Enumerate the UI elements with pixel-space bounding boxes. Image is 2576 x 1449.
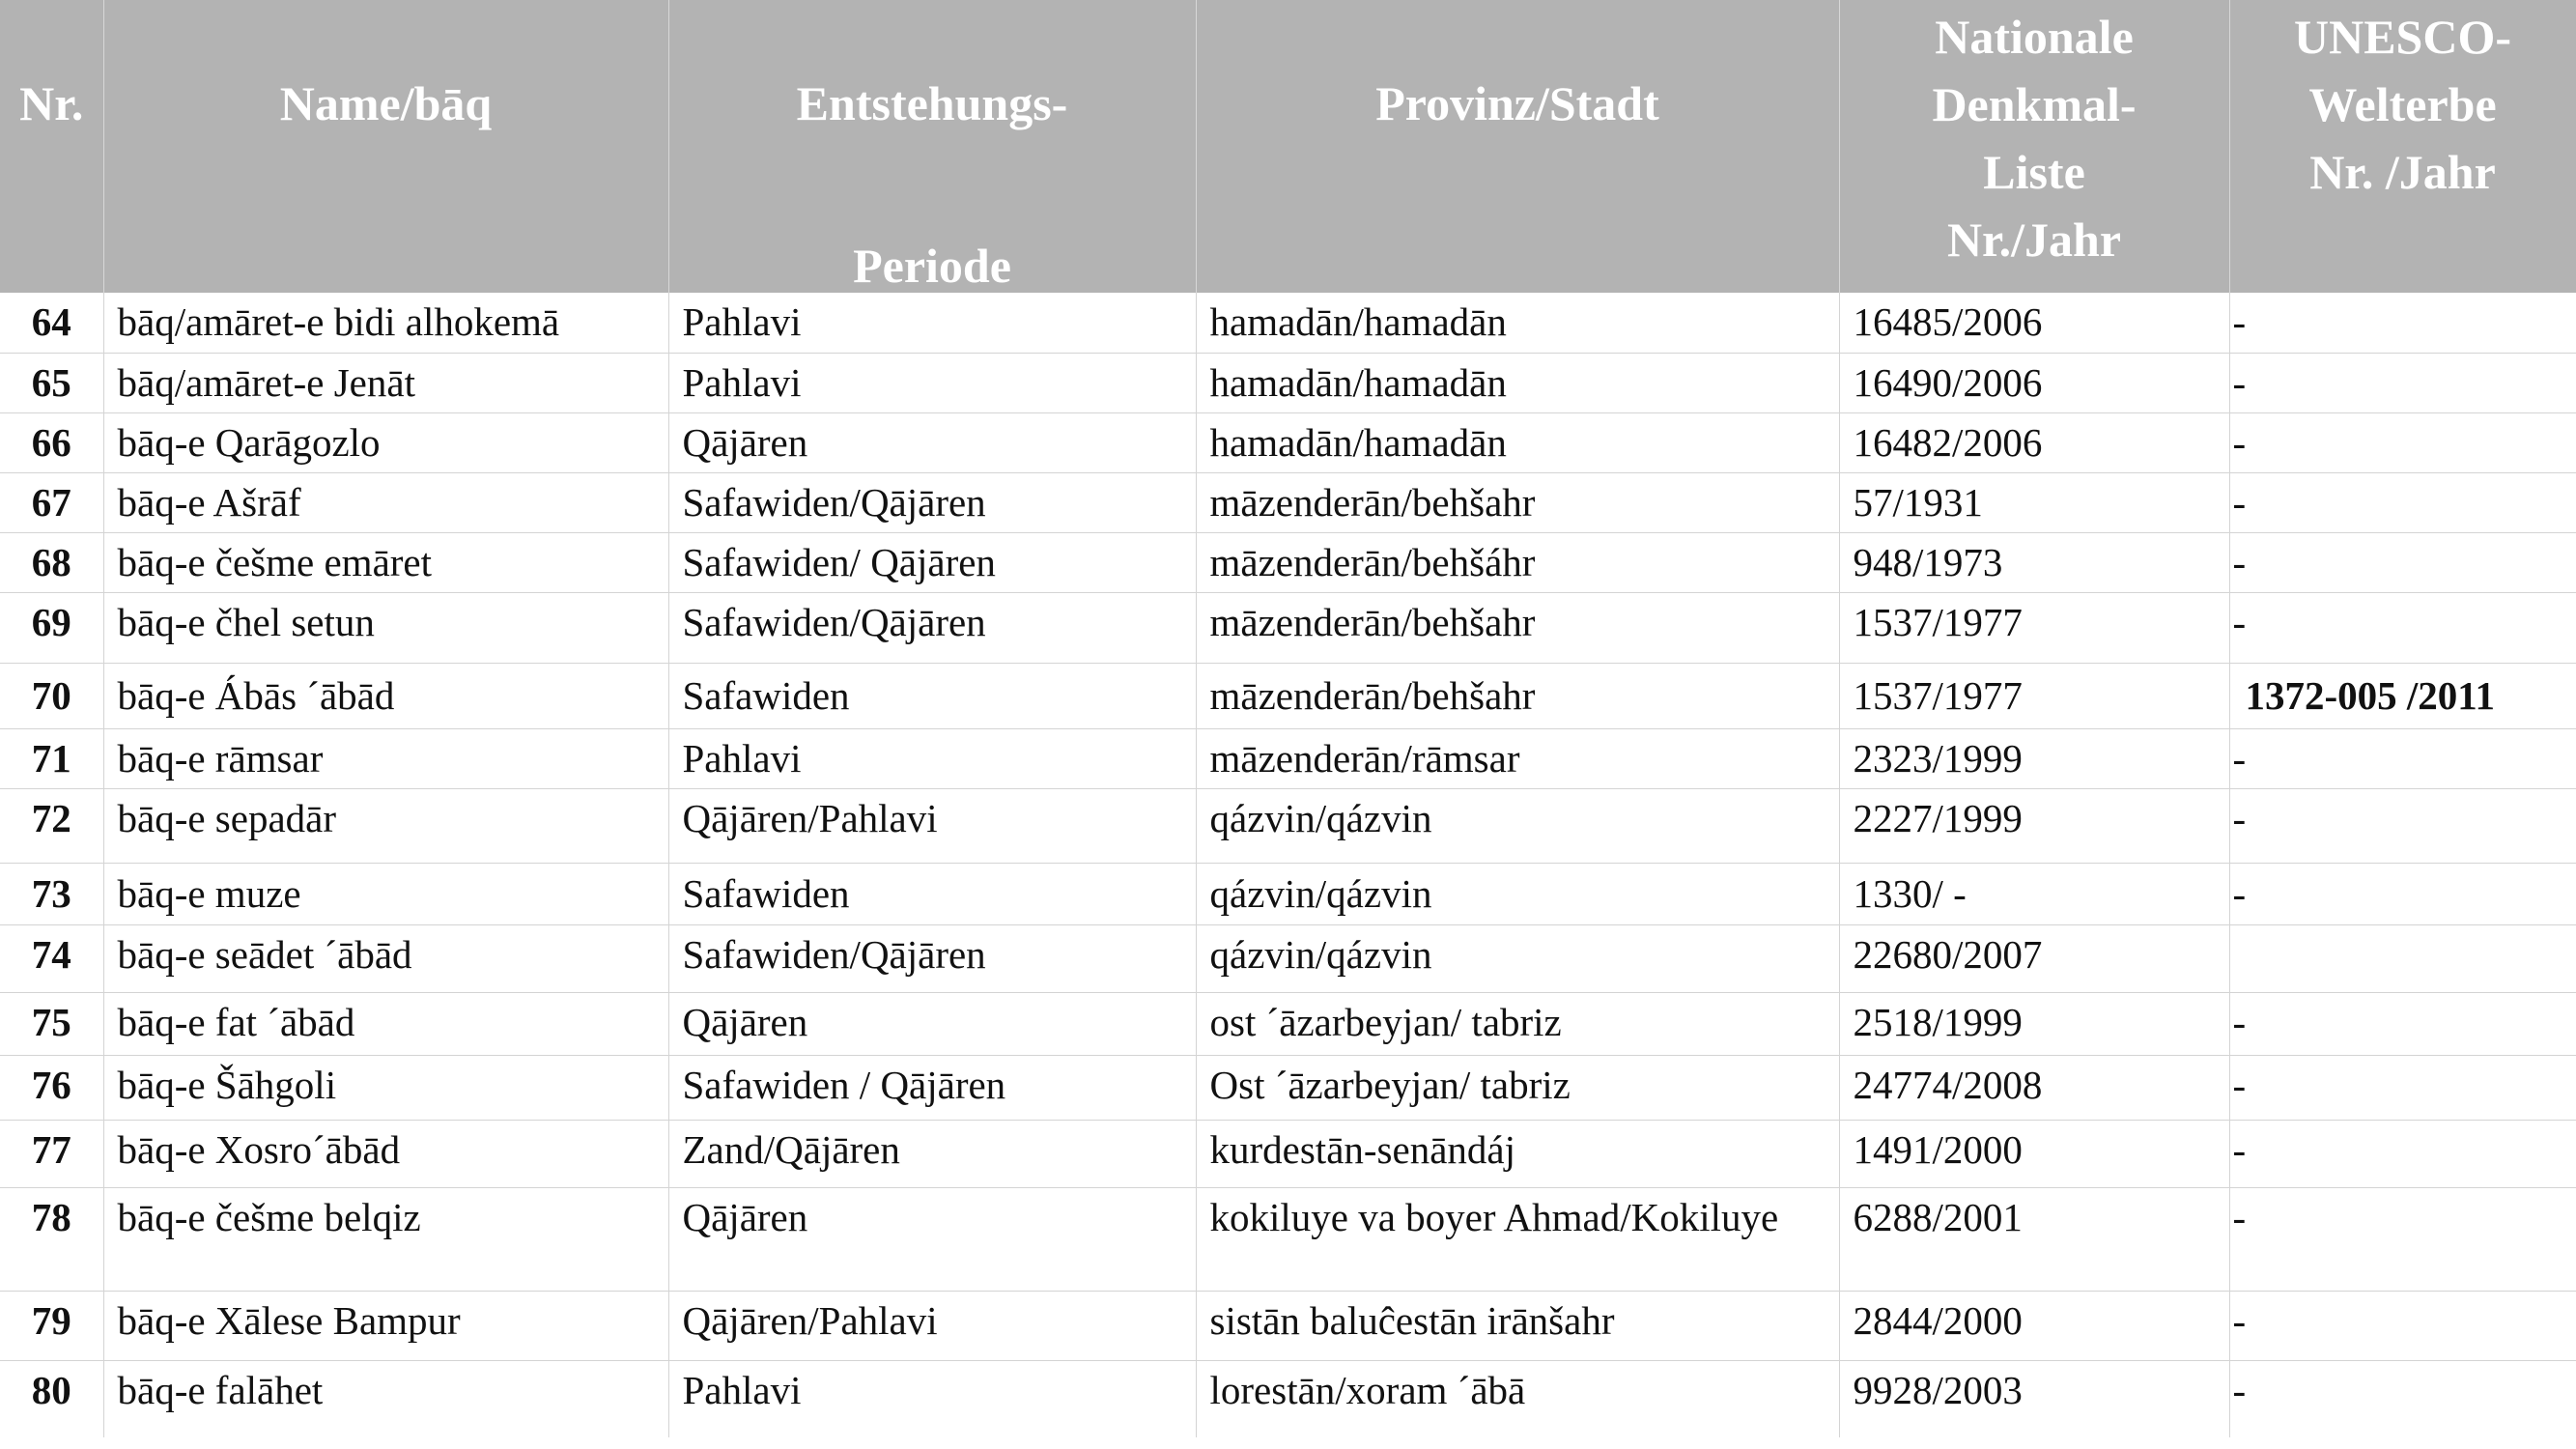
- cell-name: bāq-e Šāhgoli: [103, 1055, 668, 1120]
- cell-national: 1537/1977: [1839, 592, 2229, 663]
- cell-name: bāq-e fat ´ābād: [103, 992, 668, 1055]
- cell-name: bāq-e Qarāgozlo: [103, 412, 668, 472]
- cell-national: 1537/1977: [1839, 663, 2229, 728]
- cell-nr: 70: [0, 663, 103, 728]
- cell-period: Pahlavi: [668, 293, 1196, 353]
- cell-nr: 80: [0, 1360, 103, 1437]
- cell-nr: 74: [0, 924, 103, 992]
- cell-unesco: -: [2229, 472, 2576, 532]
- cell-national: 2518/1999: [1839, 992, 2229, 1055]
- cell-province: ost ´āzarbeyjan/ tabriz: [1196, 992, 1839, 1055]
- cell-province: sistān baluĉestān irānšahr: [1196, 1291, 1839, 1360]
- cell-province: māzenderān/behšáhr: [1196, 532, 1839, 592]
- cell-name: bāq-e sepadār: [103, 788, 668, 863]
- cell-unesco: -: [2229, 1120, 2576, 1187]
- cell-province: qázvin/qázvin: [1196, 788, 1839, 863]
- cell-unesco: -: [2229, 532, 2576, 592]
- cell-unesco: -: [2229, 1055, 2576, 1120]
- table-row: [0, 1291, 2576, 1360]
- table-row: [0, 532, 2576, 592]
- cell-period: Safawiden/Qājāren: [668, 592, 1196, 663]
- cell-national: 9928/2003: [1839, 1360, 2229, 1437]
- cell-province: kurdestān-senāndáj: [1196, 1120, 1839, 1187]
- cell-nr: 78: [0, 1187, 103, 1291]
- cell-national: 1330/ -: [1839, 863, 2229, 924]
- cell-nr: 71: [0, 728, 103, 788]
- cell-period: Safawiden/Qājāren: [668, 472, 1196, 532]
- cell-unesco: -: [2229, 1291, 2576, 1360]
- cell-name: bāq/amāret-e Jenāt: [103, 353, 668, 412]
- table-row: [0, 1360, 2576, 1437]
- cell-unesco: -: [2229, 353, 2576, 412]
- table-header: [0, 0, 2576, 293]
- header-period: Entstehungs- Periode: [668, 0, 1196, 293]
- cell-nr: 64: [0, 293, 103, 353]
- cell-unesco: 1372-005 /2011: [2229, 663, 2576, 728]
- cell-national: 2323/1999: [1839, 728, 2229, 788]
- cell-province: kokiluye va boyer Ahmad/Kokiluye: [1196, 1187, 1839, 1291]
- cell-national: 57/1931: [1839, 472, 2229, 532]
- cell-national: 6288/2001: [1839, 1187, 2229, 1291]
- header-province: Provinz/Stadt: [1196, 0, 1839, 293]
- cell-name: bāq-e čhel setun: [103, 592, 668, 663]
- cell-period: Qājāren: [668, 412, 1196, 472]
- cell-unesco: -: [2229, 1360, 2576, 1437]
- cell-name: bāq-e Ašrāf: [103, 472, 668, 532]
- cell-province: māzenderān/behšahr: [1196, 472, 1839, 532]
- cell-name: bāq-e Xosro´ābād: [103, 1120, 668, 1187]
- cell-name: bāq-e Xālese Bampur: [103, 1291, 668, 1360]
- cell-unesco: -: [2229, 992, 2576, 1055]
- table-row: [0, 863, 2576, 924]
- cell-province: hamadān/hamadān: [1196, 412, 1839, 472]
- cell-period: Qājāren: [668, 1187, 1196, 1291]
- cell-nr: 66: [0, 412, 103, 472]
- cell-nr: 73: [0, 863, 103, 924]
- header-nr: Nr.: [0, 0, 103, 293]
- cell-unesco: -: [2229, 592, 2576, 663]
- table-row: [0, 663, 2576, 728]
- header-national-list: Nationale Denkmal- Liste Nr./Jahr: [1839, 0, 2229, 293]
- cell-name: bāq-e Ábās ´ābād: [103, 663, 668, 728]
- cell-national: 948/1973: [1839, 532, 2229, 592]
- cell-period: Pahlavi: [668, 1360, 1196, 1437]
- table-row: [0, 592, 2576, 663]
- cell-province: Ost ´āzarbeyjan/ tabriz: [1196, 1055, 1839, 1120]
- cell-period: Pahlavi: [668, 728, 1196, 788]
- cell-unesco: -: [2229, 412, 2576, 472]
- cell-nr: 79: [0, 1291, 103, 1360]
- cell-nr: 75: [0, 992, 103, 1055]
- cell-nr: 65: [0, 353, 103, 412]
- cell-nr: 69: [0, 592, 103, 663]
- table-row: [0, 353, 2576, 412]
- cell-name: bāq-e češme belqiz: [103, 1187, 668, 1291]
- table-row: [0, 728, 2576, 788]
- table-row: [0, 293, 2576, 353]
- cell-name: bāq-e češme emāret: [103, 532, 668, 592]
- cell-province: hamadān/hamadān: [1196, 293, 1839, 353]
- cell-period: Pahlavi: [668, 353, 1196, 412]
- table-row: [0, 1055, 2576, 1120]
- cell-national: 16482/2006: [1839, 412, 2229, 472]
- cell-unesco: -: [2229, 788, 2576, 863]
- cell-name: bāq-e rāmsar: [103, 728, 668, 788]
- cell-nr: 76: [0, 1055, 103, 1120]
- cell-period: Qājāren/Pahlavi: [668, 788, 1196, 863]
- table-row: [0, 992, 2576, 1055]
- cell-name: bāq-e seādet ´ābād: [103, 924, 668, 992]
- cell-nr: 72: [0, 788, 103, 863]
- cell-national: 2227/1999: [1839, 788, 2229, 863]
- cell-national: 22680/2007: [1839, 924, 2229, 992]
- cell-nr: 77: [0, 1120, 103, 1187]
- cell-unesco: -: [2229, 728, 2576, 788]
- table-row: [0, 1187, 2576, 1291]
- table-row: [0, 788, 2576, 863]
- header-unesco: UNESCO- Welterbe Nr. /Jahr: [2229, 0, 2576, 293]
- cell-province: qázvin/qázvin: [1196, 863, 1839, 924]
- cell-period: Qājāren: [668, 992, 1196, 1055]
- cell-period: Qājāren/Pahlavi: [668, 1291, 1196, 1360]
- cell-province: qázvin/qázvin: [1196, 924, 1839, 992]
- cell-national: 1491/2000: [1839, 1120, 2229, 1187]
- table-row: [0, 412, 2576, 472]
- cell-name: bāq-e muze: [103, 863, 668, 924]
- cell-national: 24774/2008: [1839, 1055, 2229, 1120]
- cell-unesco: -: [2229, 863, 2576, 924]
- cell-period: Safawiden/ Qājāren: [668, 532, 1196, 592]
- cell-unesco: [2229, 924, 2576, 992]
- cell-national: 16490/2006: [1839, 353, 2229, 412]
- cell-unesco: -: [2229, 1187, 2576, 1291]
- cell-period: Safawiden / Qājāren: [668, 1055, 1196, 1120]
- cell-period: Safawiden: [668, 663, 1196, 728]
- cell-national: 16485/2006: [1839, 293, 2229, 353]
- cell-province: hamadān/hamadān: [1196, 353, 1839, 412]
- cell-nr: 68: [0, 532, 103, 592]
- cell-unesco: -: [2229, 293, 2576, 353]
- cell-name: bāq-e falāhet: [103, 1360, 668, 1437]
- table-row: [0, 472, 2576, 532]
- cell-period: Zand/Qājāren: [668, 1120, 1196, 1187]
- header-name: Name/bāq: [103, 0, 668, 293]
- table-row: [0, 1120, 2576, 1187]
- cell-period: Safawiden: [668, 863, 1196, 924]
- table-row: [0, 924, 2576, 992]
- cell-period: Safawiden/Qājāren: [668, 924, 1196, 992]
- cell-province: lorestān/xoram ´ābā: [1196, 1360, 1839, 1437]
- cell-national: 2844/2000: [1839, 1291, 2229, 1360]
- cell-name: bāq/amāret-e bidi alhokemā: [103, 293, 668, 353]
- cell-province: māzenderān/behšahr: [1196, 592, 1839, 663]
- cell-province: māzenderān/rāmsar: [1196, 728, 1839, 788]
- cell-province: māzenderān/behšahr: [1196, 663, 1839, 728]
- cell-nr: 67: [0, 472, 103, 532]
